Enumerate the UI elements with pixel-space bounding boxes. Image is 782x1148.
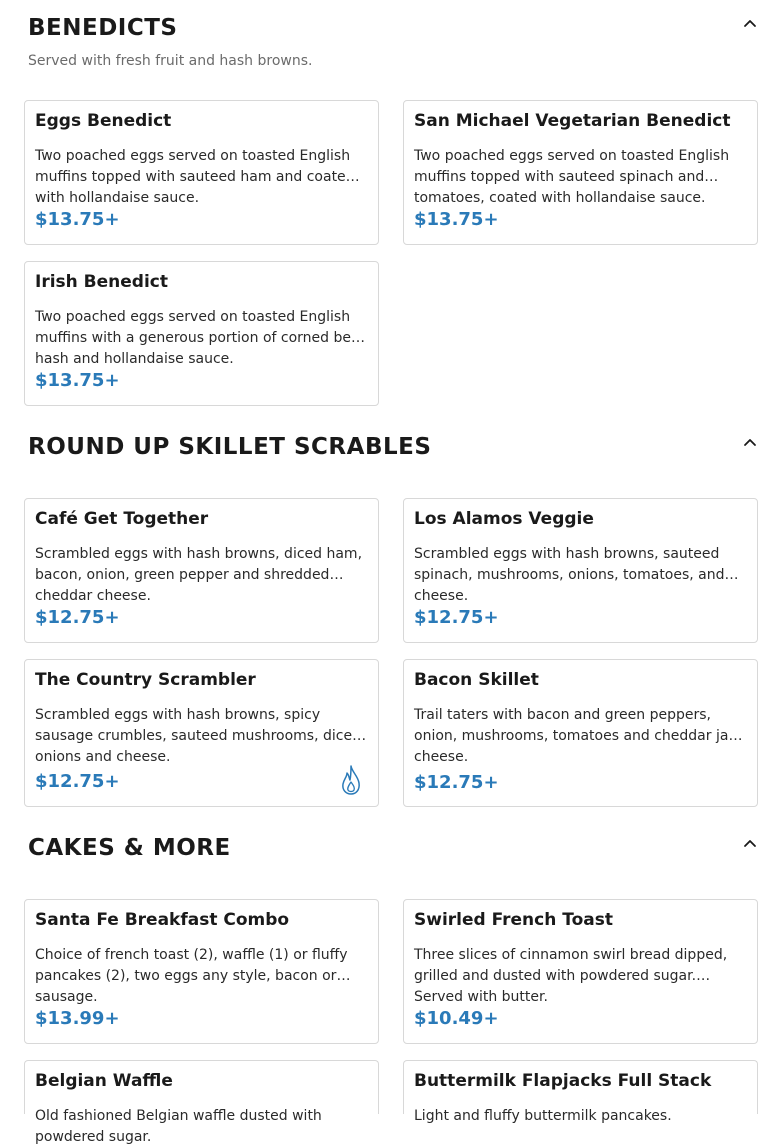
item-name: San Michael Vegetarian Benedict bbox=[414, 111, 731, 131]
item-price: $13.75+ bbox=[35, 209, 120, 230]
menu-item-card[interactable] bbox=[24, 899, 379, 1044]
item-description: Old fashioned Belgian waffle dusted with powdered sugar. bbox=[35, 1108, 322, 1145]
chevron-up-icon[interactable] bbox=[742, 435, 758, 451]
section-header-benedicts bbox=[28, 12, 758, 44]
item-description: Scrambled eggs with hash browns, spicy sausage crumbles, sauteed mushrooms, diced onions and cheese. bbox=[35, 707, 361, 765]
item-description: Two poached eggs served on toasted English muffins with a generous portion of corned beef hash and hollandaise sauce. bbox=[35, 309, 365, 367]
chevron-up-icon[interactable] bbox=[742, 16, 758, 32]
item-description: Choice of french toast (2), waffle (1) or fluffy pancakes (2), two eggs any style, bacon or sausage. bbox=[35, 947, 348, 1005]
menu-item-card[interactable] bbox=[24, 100, 379, 245]
menu-item-card[interactable] bbox=[403, 498, 758, 643]
item-description: Two poached eggs served on toasted English muffins topped with sauteed spinach and tomatoes, coated with hollandaise sauce. bbox=[414, 148, 730, 206]
item-name: Los Alamos Veggie bbox=[414, 509, 594, 529]
menu-item-card[interactable] bbox=[24, 498, 379, 643]
item-description: Two poached eggs served on toasted English muffins topped with sauteed ham and coated with hollandaise sauce. bbox=[35, 148, 355, 206]
item-description: Trail taters with bacon and green peppers, onion, mushrooms, tomatoes and cheddar jack cheese. bbox=[414, 707, 745, 765]
menu-item-card[interactable] bbox=[403, 100, 758, 245]
menu-item-card[interactable] bbox=[403, 899, 758, 1044]
section-header-cakes-more bbox=[28, 832, 758, 864]
item-price: $13.99+ bbox=[35, 1008, 120, 1029]
item-name: Buttermilk Flapjacks Full Stack bbox=[414, 1071, 712, 1091]
item-price: $13.75+ bbox=[414, 209, 499, 230]
item-price: $12.75+ bbox=[35, 771, 120, 792]
item-description: Three slices of cinnamon swirl bread dipped, grilled and dusted with powdered sugar. Served with butter. bbox=[414, 947, 728, 1005]
flame-icon bbox=[338, 764, 364, 796]
item-price: $12.75+ bbox=[414, 772, 499, 793]
menu-item-card[interactable] bbox=[403, 659, 758, 807]
menu-item-card[interactable] bbox=[24, 261, 379, 406]
item-description: Scrambled eggs with hash browns, diced ham, bacon, onion, green pepper and shredded cheddar cheese. bbox=[35, 546, 363, 604]
section-title: ROUND UP SKILLET SCRABLES bbox=[28, 434, 432, 460]
item-name: Café Get Together bbox=[35, 509, 209, 529]
chevron-up-icon[interactable] bbox=[742, 836, 758, 852]
menu-item-card[interactable] bbox=[403, 1060, 758, 1124]
item-name: Swirled French Toast bbox=[414, 910, 613, 930]
menu-item-card[interactable] bbox=[24, 659, 379, 807]
item-name: Bacon Skillet bbox=[414, 670, 539, 690]
item-description: Light and fluffy buttermilk pancakes. bbox=[414, 1108, 672, 1124]
item-price: $12.75+ bbox=[414, 607, 499, 628]
item-price: $13.75+ bbox=[35, 370, 120, 391]
item-name: Belgian Waffle bbox=[35, 1071, 173, 1091]
item-name: Irish Benedict bbox=[35, 272, 168, 292]
item-name: Eggs Benedict bbox=[35, 111, 172, 131]
section-title: CAKES & MORE bbox=[28, 835, 231, 861]
item-name: Santa Fe Breakfast Combo bbox=[35, 910, 290, 930]
item-price: $10.49+ bbox=[414, 1008, 499, 1029]
section-title: BENEDICTS bbox=[28, 15, 178, 41]
section-header-skillet-scrambles bbox=[28, 431, 758, 463]
item-price: $12.75+ bbox=[35, 607, 120, 628]
item-description: Scrambled eggs with hash browns, sauteed spinach, mushrooms, onions, tomatoes, and cheese. bbox=[414, 546, 725, 604]
menu-item-card[interactable] bbox=[24, 1060, 379, 1145]
item-name: The Country Scrambler bbox=[35, 670, 256, 690]
section-subtitle: Served with fresh fruit and hash browns. bbox=[28, 53, 313, 69]
